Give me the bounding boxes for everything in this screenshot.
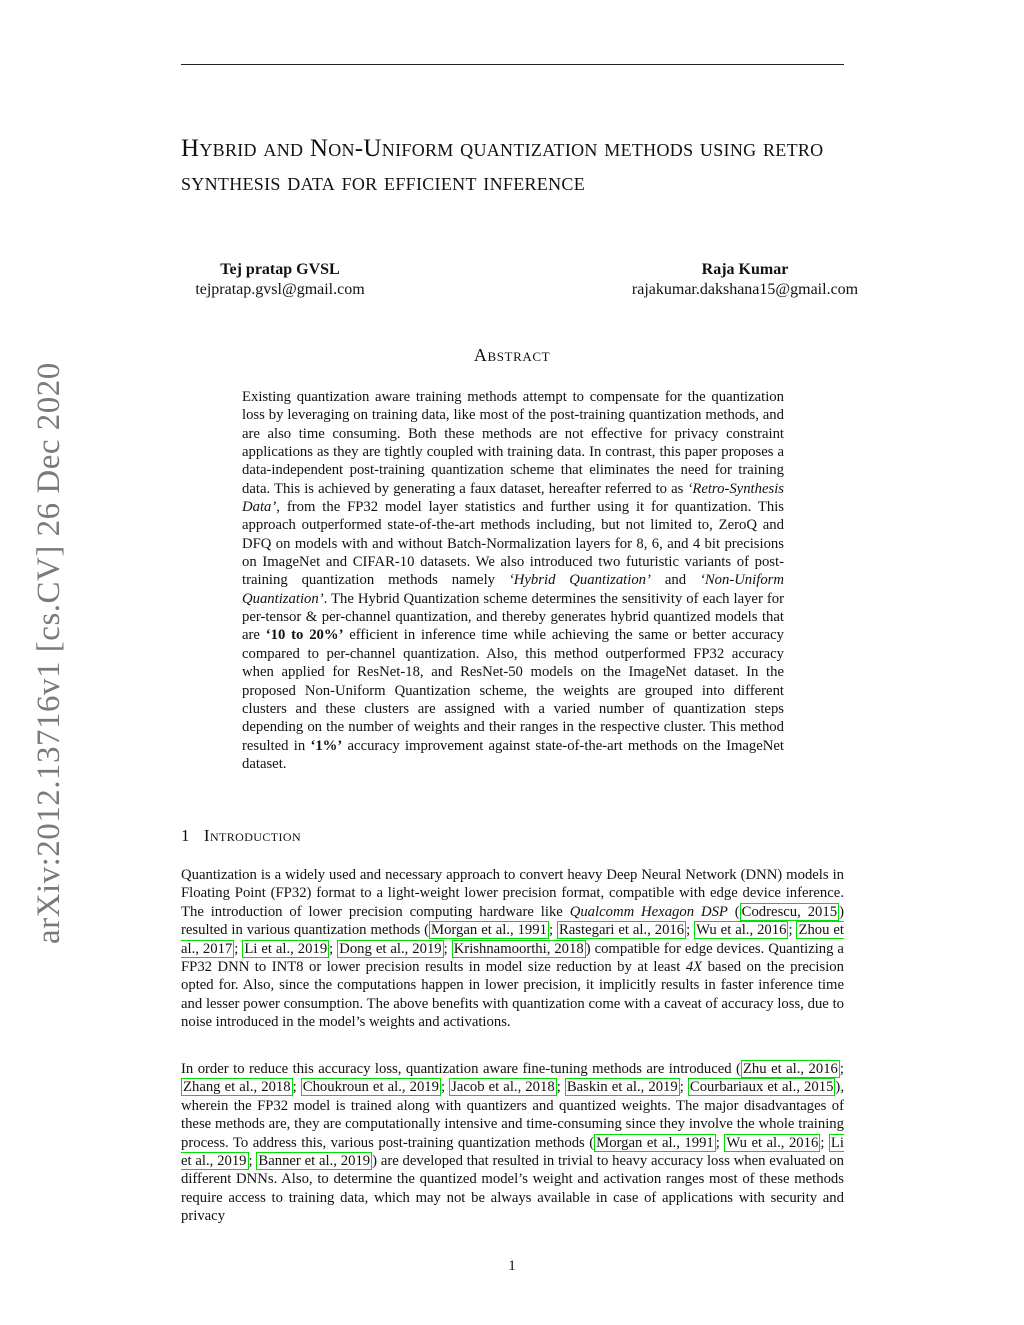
text-run: Quantization is a widely used and necessary approach to convert heavy Deep Neural Network (DNN) models in Floating Point (FP32) format to a light-weight lower precision format, compatible with edge device inference. The introduction of lower precision computing hardware like <box>181 867 844 920</box>
text-run: bit precisions on ImageNet and CIFAR-10 datasets. We also introduced two futuristic variants of post-training quantization methods namely <box>242 535 784 589</box>
intro-paragraph-1 <box>181 866 844 1032</box>
citation-link[interactable]: Zhang et al., 2018 <box>183 1079 291 1096</box>
citation-link[interactable]: Li et al., 2019 <box>181 1134 844 1170</box>
bit-value: 8 <box>636 535 644 552</box>
text-run: ( <box>727 903 740 920</box>
text-run: , from the FP32 model layer statistics and further using it for quantization. This approach outperformed state-of-the-art methods including, but not limited to, ZeroQ and DFQ on models with and without Batch-Normalization layers for <box>242 499 784 552</box>
section-number: 1 <box>181 826 190 845</box>
citation-link[interactable]: Morgan et al., 1991 <box>431 922 547 939</box>
text-run: Existing quantization aware training methods attempt to compensate for the quantization loss by leveraging on training data, like most of the post-training quantization methods, and are also time consuming. Both these methods are not effective for privacy constraint applications as they are tightly coupled with training data. In contrast, this paper proposes a data-independent post-training quantization scheme that eliminates the need for training data. This is achieved by generating a faux dataset, hereafter referred to as <box>242 389 784 497</box>
term-hybrid-quantization: ‘Hybrid Quantization’ <box>508 572 651 589</box>
text-run: , <box>643 535 652 552</box>
term-hexagon-dsp: Qualcomm Hexagon DSP <box>569 903 728 920</box>
highlight-accuracy: ‘1%’ <box>310 737 343 754</box>
text-run: ; <box>820 1134 829 1151</box>
text-run: ; <box>443 940 452 957</box>
text-run: ; <box>556 1079 565 1096</box>
citation-link[interactable]: Li et al., 2019 <box>244 940 328 957</box>
arxiv-identifier[interactable]: arXiv:2012.13716v1 [cs.CV] 26 Dec 2020 <box>31 362 67 944</box>
author-name: Tej pratap GVSL <box>220 261 340 278</box>
page-number: 1 <box>508 1258 516 1274</box>
text-run: and <box>650 572 700 589</box>
text-run: ; <box>788 922 797 939</box>
author-name: Raja Kumar <box>701 261 789 278</box>
bit-value: 4 <box>692 535 701 552</box>
citation-link[interactable]: Dong et al., 2019 <box>339 940 442 957</box>
author-block-1 <box>180 260 380 300</box>
text-run: ) resulted in various quantization methods ( <box>181 903 844 939</box>
text-run: ) are developed that resulted in trivial to heavy accuracy loss when evaluated on different DNNs. Also, to determine the quantized model’s weight and activation ranges most of these methods require access to training data, which may not be always available in case of applications with security and privacy <box>181 1153 844 1225</box>
text-run: ; <box>686 922 695 939</box>
citation-link[interactable]: Choukroun et al., 2019 <box>302 1079 439 1096</box>
text-run: ; <box>548 922 557 939</box>
citation-link[interactable]: Courbariaux et al., 2015 <box>689 1079 834 1096</box>
citation-link[interactable]: Morgan et al., 1991 <box>596 1134 714 1151</box>
text-run: ; <box>292 1079 301 1096</box>
bit-value: 6 <box>651 535 660 552</box>
math-4x: 4X <box>685 959 703 976</box>
citation-link[interactable]: Zhu et al., 2016 <box>742 1061 838 1077</box>
paper-title: Hybrid and Non-Uniform quantization methods using retro synthesis data for efficient inference <box>181 135 824 196</box>
author-block-2 <box>620 260 870 300</box>
text-run: , and <box>659 535 693 552</box>
text-run: accuracy improvement against state-of-the-art methods on the ImageNet dataset. <box>242 737 784 772</box>
term-non-uniform-quantization: ‘Non-Uniform Quantization’ <box>242 572 784 607</box>
abstract-text <box>242 388 784 773</box>
citation-link[interactable]: Codrescu, 2015 <box>741 903 838 920</box>
text-run: ; <box>440 1079 450 1096</box>
text-run: ; <box>715 1134 725 1151</box>
citation-link[interactable]: Wu et al., 2016 <box>696 922 787 939</box>
text-run: efficient in inference time while achieving the same or better accuracy compared to per-channel quantization. Also, this method outperformed FP32 accuracy when applied for ResNet-18, and ResNet-50 models on the ImageNet dataset. In the proposed Non-Uniform Quantization scheme, the weights are grouped into different clusters and these clusters are assigned with a varied number of quantization steps depending on the number of weights and their ranges in the respective cluster. This method resulted in <box>242 627 784 754</box>
author-email[interactable]: rajakumar.dakshana15@gmail.com <box>631 281 859 298</box>
text-run: based on the precision opted for. Also, since the computations happen in lower precision, it implicitly results in faster inference time and lesser power consumption. The above benefits with quantization come with a caveat of accuracy loss, due to noise introduced in the model’s weights and activations. <box>181 959 844 1031</box>
intro-paragraph-2 <box>181 1060 844 1226</box>
text-run: . The Hybrid Quantization scheme determines the sensitivity of each layer for per-tensor & per-channel quantization, and thereby generates hybrid quantized models that are <box>242 590 784 644</box>
citation-link[interactable]: Rastegari et al., 2016 <box>558 922 685 939</box>
citation-link[interactable]: Krishnamoorthi, 2018 <box>453 940 584 957</box>
citation-link[interactable]: Baskin et al., 2019 <box>566 1079 678 1096</box>
citation-link[interactable]: Banner et al., 2019 <box>258 1153 371 1170</box>
text-run: ; <box>329 940 338 957</box>
citation-link[interactable]: Jacob et al., 2018 <box>451 1079 555 1096</box>
term-retro-synthesis: ‘Retro-Synthesis Data’ <box>242 480 784 516</box>
highlight-efficiency: ‘10 to 20%’ <box>265 627 344 644</box>
text-run: In order to reduce this accuracy loss, quantization aware fine-tuning methods are introduced ( <box>181 1061 741 1077</box>
text-run: ; <box>679 1079 688 1096</box>
citation-link[interactable]: Wu et al., 2016 <box>726 1134 819 1151</box>
citation-link[interactable]: Zhou et al., 2017 <box>181 922 844 957</box>
top-rule <box>181 64 844 65</box>
abstract-heading: Abstract <box>473 345 551 365</box>
section-title: Introduction <box>203 826 302 845</box>
text-run: ) compatible for edge devices. Quantizing a FP32 DNN to INT8 or lower precision results in model size reduction by at least <box>181 940 844 976</box>
section-heading <box>181 826 301 846</box>
text-run: ; <box>234 940 243 957</box>
author-email[interactable]: tejpratap.gvsl@gmail.com <box>195 281 365 298</box>
text-run: ; <box>248 1153 257 1170</box>
text-run: ; <box>839 1061 844 1077</box>
text-run: ), wherein the FP32 model is trained along with quantizers and quantized weights. The major disadvantages of these methods are, they are computationally intensive and time-consuming since they involve the whole training process. To address this, various post-training quantization methods ( <box>181 1079 844 1151</box>
